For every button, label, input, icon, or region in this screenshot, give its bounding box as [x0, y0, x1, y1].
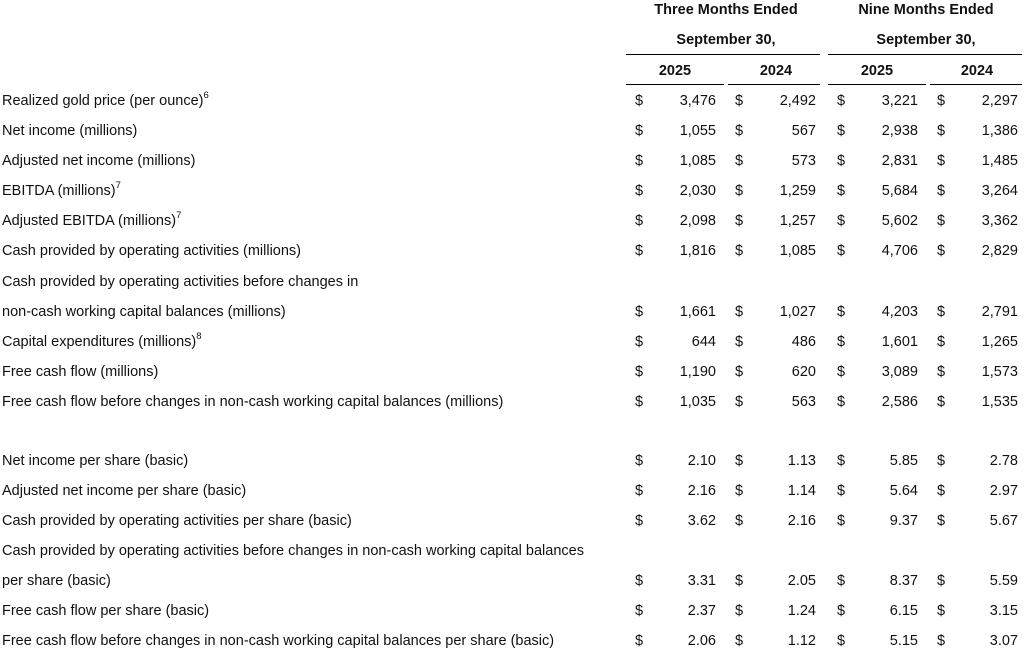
- currency-symbol: $: [635, 603, 644, 619]
- currency-symbol: $: [735, 304, 744, 320]
- currency-symbol: $: [635, 243, 644, 259]
- value-cell: 5,602: [881, 213, 918, 229]
- year-header-q-2024: 2024: [759, 63, 793, 79]
- currency-symbol: $: [937, 213, 946, 229]
- row-label: Adjusted net income per share (basic): [2, 483, 247, 499]
- row-label: Cash provided by operating activities before changes in non-cash working capital balances: [2, 543, 584, 559]
- year-rule-q-2024: [728, 84, 820, 85]
- value-cell: 1,085: [679, 153, 716, 169]
- value-cell: 3.07: [989, 633, 1018, 649]
- currency-symbol: $: [635, 573, 644, 589]
- row-label: Realized gold price (per ounce)$^6$: [2, 90, 209, 109]
- value-cell: 2,030: [679, 183, 716, 199]
- value-cell: 644: [691, 334, 716, 350]
- value-cell: 5.67: [989, 513, 1018, 529]
- value-cell: 6.15: [889, 603, 918, 619]
- value-cell: 8.37: [889, 573, 918, 589]
- value-cell: 1,601: [881, 334, 918, 350]
- value-cell: 1,027: [779, 304, 816, 320]
- currency-symbol: $: [735, 153, 744, 169]
- header-three-months-line1: Three Months Ended: [654, 2, 798, 18]
- table-row: [0, 182, 1024, 200]
- currency-symbol: $: [837, 483, 846, 499]
- currency-symbol: $: [937, 573, 946, 589]
- value-cell: 2.06: [687, 633, 716, 649]
- value-cell: 620: [791, 364, 816, 380]
- year-rule-ytd-2024: [930, 84, 1022, 85]
- value-cell: 567: [791, 123, 816, 139]
- value-cell: 1,816: [679, 243, 716, 259]
- table-row: [0, 572, 1024, 590]
- value-cell: 4,706: [881, 243, 918, 259]
- row-label: Free cash flow per share (basic): [2, 603, 210, 619]
- value-cell: 2,586: [881, 394, 918, 410]
- value-cell: 5.15: [889, 633, 918, 649]
- currency-symbol: $: [937, 633, 946, 649]
- year-header-ytd-2025: 2025: [860, 63, 894, 79]
- value-cell: 4,203: [881, 304, 918, 320]
- value-cell: 5,684: [881, 183, 918, 199]
- row-label: non-cash working capital balances (millions): [2, 304, 286, 320]
- row-label: per share (basic): [2, 573, 111, 589]
- footnote-marker: 6: [203, 90, 209, 102]
- currency-symbol: $: [937, 603, 946, 619]
- currency-symbol: $: [635, 453, 644, 469]
- value-cell: 1,035: [679, 394, 716, 410]
- currency-symbol: $: [735, 243, 744, 259]
- currency-symbol: $: [837, 394, 846, 410]
- currency-symbol: $: [735, 483, 744, 499]
- currency-symbol: $: [735, 334, 744, 350]
- currency-symbol: $: [837, 633, 846, 649]
- table-row: [0, 333, 1024, 351]
- currency-symbol: $: [635, 513, 644, 529]
- value-cell: 2.16: [787, 513, 816, 529]
- table-row: [0, 393, 1024, 411]
- row-label: Net income (millions): [2, 123, 138, 139]
- currency-symbol: $: [937, 304, 946, 320]
- value-cell: 1,485: [981, 153, 1018, 169]
- value-cell: 9.37: [889, 513, 918, 529]
- row-label: Cash provided by operating activities (millions): [2, 243, 301, 259]
- currency-symbol: $: [635, 213, 644, 229]
- value-cell: 1,257: [779, 213, 816, 229]
- currency-symbol: $: [635, 364, 644, 380]
- value-cell: 3,264: [981, 183, 1018, 199]
- year-header-q-2025: 2025: [658, 63, 692, 79]
- value-cell: 2,492: [779, 93, 816, 109]
- value-cell: 1.12: [787, 633, 816, 649]
- currency-symbol: $: [837, 603, 846, 619]
- currency-symbol: $: [837, 334, 846, 350]
- header-three-months-line2: September 30,: [676, 32, 776, 48]
- value-cell: 3.62: [687, 513, 716, 529]
- value-cell: 1.24: [787, 603, 816, 619]
- currency-symbol: $: [937, 243, 946, 259]
- currency-symbol: $: [735, 573, 744, 589]
- table-row: [0, 482, 1024, 500]
- currency-symbol: $: [937, 453, 946, 469]
- table-row: [0, 152, 1024, 170]
- currency-symbol: $: [837, 573, 846, 589]
- currency-symbol: $: [635, 334, 644, 350]
- value-cell: 1,265: [981, 334, 1018, 350]
- table-row: [0, 122, 1024, 140]
- currency-symbol: $: [635, 93, 644, 109]
- row-label: Free cash flow before changes in non-cash working capital balances (millions): [2, 394, 504, 410]
- currency-symbol: $: [837, 453, 846, 469]
- row-label: Capital expenditures (millions)$^8$: [2, 331, 202, 350]
- value-cell: 486: [791, 334, 816, 350]
- value-cell: 1.13: [787, 453, 816, 469]
- table-row: [0, 273, 1024, 291]
- footnote-marker: 7: [176, 210, 182, 222]
- currency-symbol: $: [635, 633, 644, 649]
- header-rule-nine-months: [828, 54, 1022, 55]
- value-cell: 573: [791, 153, 816, 169]
- table-row: [0, 602, 1024, 620]
- table-row: [0, 92, 1024, 110]
- currency-symbol: $: [635, 394, 644, 410]
- currency-symbol: $: [635, 123, 644, 139]
- currency-symbol: $: [837, 93, 846, 109]
- currency-symbol: $: [837, 243, 846, 259]
- currency-symbol: $: [937, 513, 946, 529]
- table-row: [0, 212, 1024, 230]
- value-cell: 2,791: [981, 304, 1018, 320]
- value-cell: 3,476: [679, 93, 716, 109]
- year-rule-q-2025: [626, 84, 724, 85]
- value-cell: 1,661: [679, 304, 716, 320]
- value-cell: 2,829: [981, 243, 1018, 259]
- table-row: [0, 542, 1024, 560]
- value-cell: 2.78: [989, 453, 1018, 469]
- currency-symbol: $: [937, 123, 946, 139]
- header-nine-months-line1: Nine Months Ended: [858, 2, 994, 18]
- value-cell: 1,055: [679, 123, 716, 139]
- header-nine-months-line2: September 30,: [876, 32, 976, 48]
- value-cell: 563: [791, 394, 816, 410]
- row-label: Free cash flow before changes in non-cash working capital balances per share (basic): [2, 633, 555, 649]
- row-label: Adjusted EBITDA (millions)$^7$: [2, 210, 182, 229]
- value-cell: 3.31: [687, 573, 716, 589]
- value-cell: 2.05: [787, 573, 816, 589]
- currency-symbol: $: [937, 364, 946, 380]
- currency-symbol: $: [837, 513, 846, 529]
- value-cell: 2,098: [679, 213, 716, 229]
- currency-symbol: $: [735, 123, 744, 139]
- currency-symbol: $: [735, 633, 744, 649]
- value-cell: 3,089: [881, 364, 918, 380]
- currency-symbol: $: [937, 334, 946, 350]
- currency-symbol: $: [937, 153, 946, 169]
- value-cell: 1,190: [679, 364, 716, 380]
- currency-symbol: $: [735, 394, 744, 410]
- currency-symbol: $: [937, 93, 946, 109]
- value-cell: 5.85: [889, 453, 918, 469]
- value-cell: 2,297: [981, 93, 1018, 109]
- currency-symbol: $: [735, 364, 744, 380]
- value-cell: 3,221: [881, 93, 918, 109]
- value-cell: 1,085: [779, 243, 816, 259]
- value-cell: 5.59: [989, 573, 1018, 589]
- currency-symbol: $: [937, 394, 946, 410]
- currency-symbol: $: [735, 513, 744, 529]
- currency-symbol: $: [837, 183, 846, 199]
- row-label: EBITDA (millions)$^7$: [2, 180, 121, 199]
- table-row: [0, 363, 1024, 381]
- value-cell: 2,938: [881, 123, 918, 139]
- year-header-ytd-2024: 2024: [960, 63, 994, 79]
- currency-symbol: $: [635, 183, 644, 199]
- value-cell: 1,386: [981, 123, 1018, 139]
- currency-symbol: $: [735, 603, 744, 619]
- currency-symbol: $: [635, 153, 644, 169]
- table-row: [0, 303, 1024, 321]
- row-label: Net income per share (basic): [2, 453, 189, 469]
- value-cell: 2.10: [687, 453, 716, 469]
- value-cell: 2.16: [687, 483, 716, 499]
- currency-symbol: $: [735, 213, 744, 229]
- currency-symbol: $: [837, 213, 846, 229]
- row-label: Free cash flow (millions): [2, 364, 159, 380]
- row-label: Adjusted net income (millions): [2, 153, 196, 169]
- currency-symbol: $: [837, 364, 846, 380]
- currency-symbol: $: [837, 123, 846, 139]
- value-cell: 3.15: [989, 603, 1018, 619]
- table-row: [0, 512, 1024, 530]
- currency-symbol: $: [635, 304, 644, 320]
- currency-symbol: $: [635, 483, 644, 499]
- value-cell: 1,259: [779, 183, 816, 199]
- value-cell: 1,535: [981, 394, 1018, 410]
- value-cell: 5.64: [889, 483, 918, 499]
- currency-symbol: $: [837, 304, 846, 320]
- value-cell: 3,362: [981, 213, 1018, 229]
- footnote-marker: 8: [196, 331, 202, 343]
- row-label: Cash provided by operating activities per share (basic): [2, 513, 352, 529]
- header-rule-three-months: [626, 54, 820, 55]
- currency-symbol: $: [937, 483, 946, 499]
- table-row: [0, 452, 1024, 470]
- currency-symbol: $: [735, 93, 744, 109]
- value-cell: 1,573: [981, 364, 1018, 380]
- currency-symbol: $: [735, 453, 744, 469]
- year-rule-ytd-2025: [828, 84, 926, 85]
- currency-symbol: $: [837, 153, 846, 169]
- currency-symbol: $: [735, 183, 744, 199]
- row-label: Cash provided by operating activities before changes in: [2, 274, 359, 290]
- value-cell: 2,831: [881, 153, 918, 169]
- footnote-marker: 7: [115, 180, 121, 192]
- table-row: [0, 242, 1024, 260]
- value-cell: 2.97: [989, 483, 1018, 499]
- value-cell: 2.37: [687, 603, 716, 619]
- table-row: [0, 632, 1024, 650]
- value-cell: 1.14: [787, 483, 816, 499]
- currency-symbol: $: [937, 183, 946, 199]
